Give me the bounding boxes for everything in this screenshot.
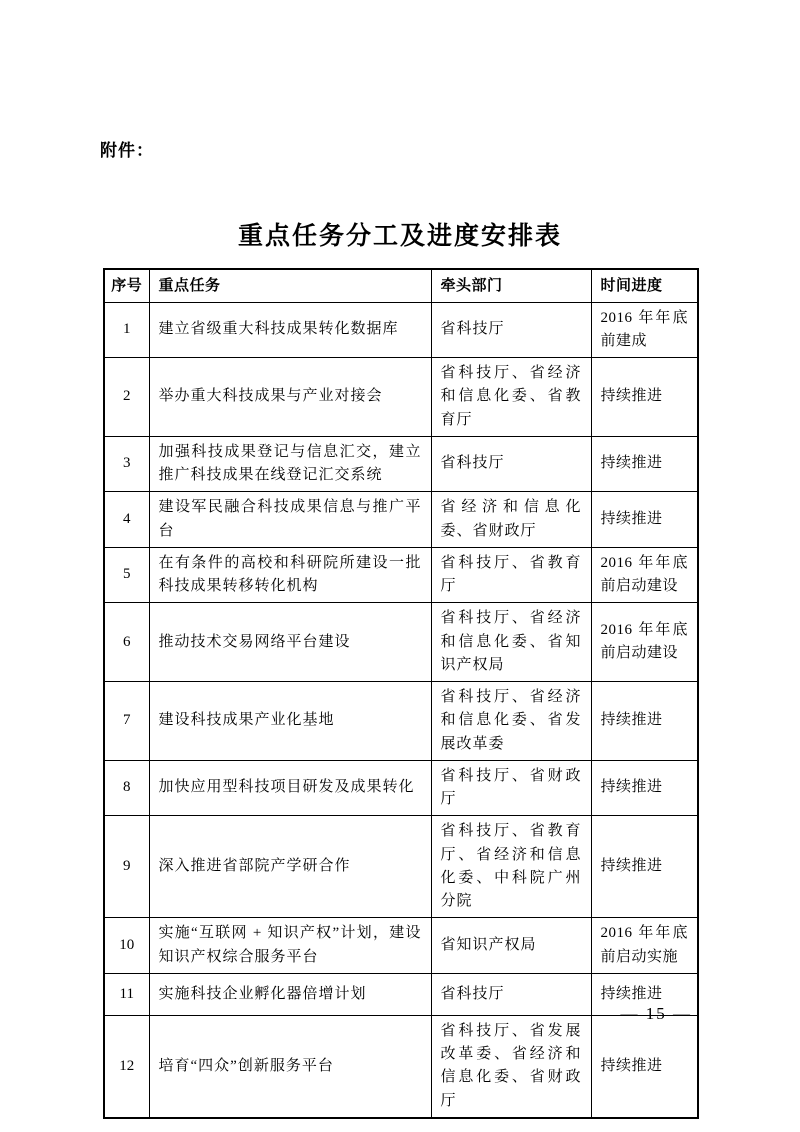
cell-lead-dept: 省科技厅、省教育厅、省经济和信息化委、中科院广州分院 <box>431 816 591 918</box>
table-row <box>104 436 698 492</box>
cell-key-task: 深入推进省部院产学研合作 <box>149 816 431 918</box>
cell-schedule: 2016 年年底前启动建设 <box>591 603 698 682</box>
cell-serial-number: 4 <box>104 492 149 548</box>
cell-key-task: 举办重大科技成果与产业对接会 <box>149 358 431 437</box>
cell-schedule: 持续推进 <box>591 436 698 492</box>
cell-key-task: 实施“互联网 + 知识产权”计划，建设知识产权综合服务平台 <box>149 918 431 974</box>
cell-lead-dept: 省科技厅、省发展改革委、省经济和信息化委、省财政厅 <box>431 1015 591 1118</box>
cell-schedule: 持续推进 <box>591 816 698 918</box>
table-row <box>104 682 698 761</box>
cell-lead-dept: 省科技厅、省财政厅 <box>431 760 591 816</box>
table-row <box>104 816 698 918</box>
cell-serial-number: 7 <box>104 682 149 761</box>
cell-lead-dept: 省科技厅 <box>431 302 591 358</box>
cell-serial-number: 3 <box>104 436 149 492</box>
cell-schedule: 2016 年年底前建成 <box>591 302 698 358</box>
table-row <box>104 760 698 816</box>
table-row <box>104 973 698 1015</box>
cell-key-task: 加强科技成果登记与信息汇交，建立推广科技成果在线登记汇交系统 <box>149 436 431 492</box>
cell-lead-dept: 省科技厅、省经济和信息化委、省发展改革委 <box>431 682 591 761</box>
attachment-label: 附件： <box>100 141 154 160</box>
cell-schedule: 2016 年年底前启动实施 <box>591 918 698 974</box>
table-row <box>104 603 698 682</box>
cell-key-task: 加快应用型科技项目研发及成果转化 <box>149 760 431 816</box>
cell-key-task: 推动技术交易网络平台建设 <box>149 603 431 682</box>
header-time-progress: 时间进度 <box>591 269 698 302</box>
table-row <box>104 547 698 603</box>
cell-key-task: 建立省级重大科技成果转化数据库 <box>149 302 431 358</box>
cell-schedule: 持续推进 <box>591 760 698 816</box>
cell-key-task: 建设军民融合科技成果信息与推广平台 <box>149 492 431 548</box>
cell-key-task: 建设科技成果产业化基地 <box>149 682 431 761</box>
table-row <box>104 358 698 437</box>
cell-lead-dept: 省科技厅、省经济和信息化委、省知识产权局 <box>431 603 591 682</box>
table-row <box>104 492 698 548</box>
header-key-task: 重点任务 <box>149 269 431 302</box>
cell-key-task: 实施科技企业孵化器倍增计划 <box>149 973 431 1015</box>
cell-lead-dept: 省科技厅、省经济和信息化委、省教育厅 <box>431 358 591 437</box>
cell-lead-dept: 省经济和信息化委、省财政厅 <box>431 492 591 548</box>
cell-schedule: 持续推进 <box>591 1015 698 1118</box>
cell-schedule: 2016 年年底前启动建设 <box>591 547 698 603</box>
cell-schedule: 持续推进 <box>591 682 698 761</box>
cell-serial-number: 12 <box>104 1015 149 1118</box>
cell-schedule: 持续推进 <box>591 973 698 1015</box>
cell-schedule: 持续推进 <box>591 358 698 437</box>
cell-serial-number: 6 <box>104 603 149 682</box>
cell-serial-number: 1 <box>104 302 149 358</box>
cell-key-task: 在有条件的高校和科研院所建设一批科技成果转移转化机构 <box>149 547 431 603</box>
page-title: 重点任务分工及进度安排表 <box>237 223 562 250</box>
cell-key-task: 培育“四众”创新服务平台 <box>149 1015 431 1118</box>
task-schedule-table <box>103 268 699 1119</box>
cell-serial-number: 9 <box>104 816 149 918</box>
table-row <box>104 918 698 974</box>
cell-serial-number: 5 <box>104 547 149 603</box>
table-header-row <box>104 269 698 302</box>
cell-lead-dept: 省知识产权局 <box>431 918 591 974</box>
cell-lead-dept: 省科技厅 <box>431 436 591 492</box>
table-row <box>104 302 698 358</box>
cell-serial-number: 10 <box>104 918 149 974</box>
page-number: — 15 — <box>620 1004 692 1023</box>
header-lead-department: 牵头部门 <box>431 269 591 302</box>
cell-lead-dept: 省科技厅 <box>431 973 591 1015</box>
cell-serial-number: 8 <box>104 760 149 816</box>
table-row <box>104 1015 698 1118</box>
cell-lead-dept: 省科技厅、省教育厅 <box>431 547 591 603</box>
cell-schedule: 持续推进 <box>591 492 698 548</box>
cell-serial-number: 11 <box>104 973 149 1015</box>
cell-serial-number: 2 <box>104 358 149 437</box>
header-serial-number: 序号 <box>104 269 149 302</box>
